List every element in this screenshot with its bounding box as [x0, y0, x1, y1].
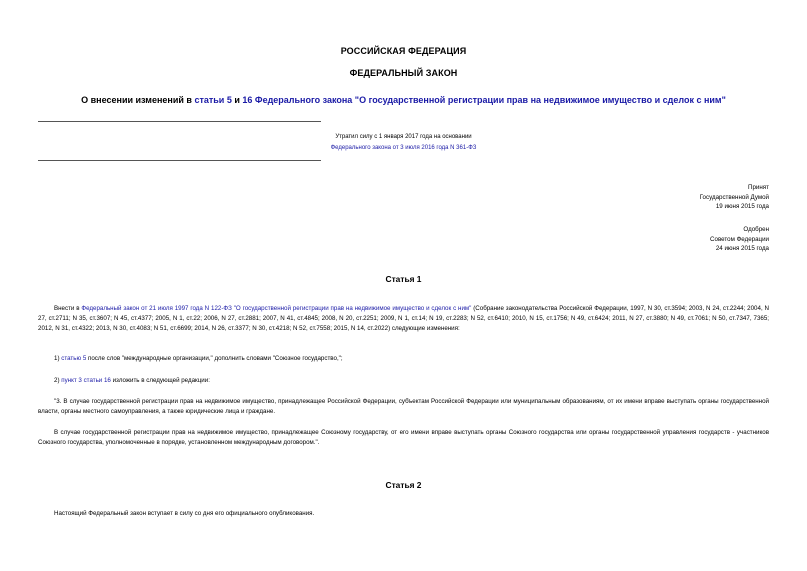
approved-by: Советом Федерации: [710, 235, 769, 243]
intro-prefix: Внести в: [54, 305, 82, 312]
adoption-block: [700, 183, 769, 212]
item-1-number: 1): [54, 355, 62, 362]
intro-citation: (Собрание законодательства Российской Федерации, 1997, N 30, ст.3594; 2003, N 24, ст.2244; 2004, N 27, ст.2711; N 35, ст.3607; N 45, ст.4377; 2005, N 1, ст.22; 2006, N 27, ст.2881; 2007, N 41, ст.4845; 2008, N 20, ст.2251; 2009, N 1, ст.14; N 19, ст.2283; N 52, ст.6410; 2010, N 15, ст.1756; N 49, ст.6424; 2011, N 27, ст.3880; N 49, ст.7061; N 50, ст.7347, 7365; 2012, N 31, ст.4322; 2013, N 30, ст.4083; N 51, ст.6699; 2014, N 26, ст.3377; N 30, ст.4218; N 52, ст.7558; 2015, N 14, ст.2022) следующие изменения:: [38, 305, 769, 333]
link-article-5[interactable]: статьи 5: [194, 95, 232, 105]
law-title-prefix: О внесении изменений в: [81, 95, 195, 105]
item-2: [38, 376, 769, 386]
law-title: [0, 95, 807, 105]
divider-top: [38, 121, 321, 122]
country-heading: РОССИЙСКАЯ ФЕДЕРАЦИЯ: [340, 46, 467, 56]
approved-label: Одобрен: [743, 226, 769, 233]
link-item-clause-3-article-16[interactable]: пункт 3 статьи 16: [61, 377, 111, 384]
quote-paragraph-2: В случае государственной регистрации прав на недвижимое имущество, принадлежащее Союзному государству, от его имени вправе выступать органы Союзного государства или органы государственной управления государств - участников Союзного государства, уполномоченные в порядке, установленном международным договором.".: [38, 429, 769, 447]
approval-block: [710, 225, 769, 254]
law-title-and: и: [231, 95, 243, 105]
item-1: [38, 354, 769, 364]
approved-date: 24 июня 2015 года: [715, 245, 769, 253]
link-federal-law-122[interactable]: Федеральный закон от 21 июля 1997 года N 122-ФЗ "О государственной регистрации прав на недвижимое имущество и сделок с ним": [81, 305, 472, 312]
repeal-note: Утратил силу с 1 января 2017 года на основании: [335, 134, 472, 140]
repeal-link-line: [0, 145, 807, 151]
quote-paragraph-1: "3. В случае государственной регистрации прав на недвижимое имущество, принадлежащее Российской Федерации, субъектам Российской Федерации или муниципальным образованиям, от их имени вправе выступать органы государственной власти, органы местного самоуправления, а также юридические лица и граждане.: [38, 398, 769, 416]
article-1-heading: Статья 1: [385, 274, 422, 284]
article-1-intro: [38, 304, 769, 335]
link-article-16-law[interactable]: 16 Федерального закона "О государственной регистрации прав на недвижимое имущество и сделок с ним": [242, 95, 726, 105]
item-2-number: 2): [54, 377, 62, 384]
article-2-heading: Статья 2: [385, 480, 422, 490]
accepted-by: Государственной Думой: [699, 193, 769, 201]
link-item-article-5[interactable]: статью 5: [61, 355, 87, 362]
law-type-heading: ФЕДЕРАЛЬНЫЙ ЗАКОН: [349, 68, 458, 78]
divider-bottom: [38, 160, 321, 161]
article-2-text: Настоящий Федеральный закон вступает в силу со дня его официального опубликования.: [54, 510, 315, 517]
item-1-text: после слов "международные организации," дополнить словами "Союзное государство,";: [86, 355, 343, 362]
accepted-date: 19 июня 2015 года: [715, 203, 769, 211]
item-2-text: изложить в следующей редакции:: [110, 377, 210, 384]
link-repeal-law[interactable]: Федерального закона от 3 июля 2016 года N 361-ФЗ: [330, 145, 477, 151]
accepted-label: Принят: [748, 184, 769, 191]
